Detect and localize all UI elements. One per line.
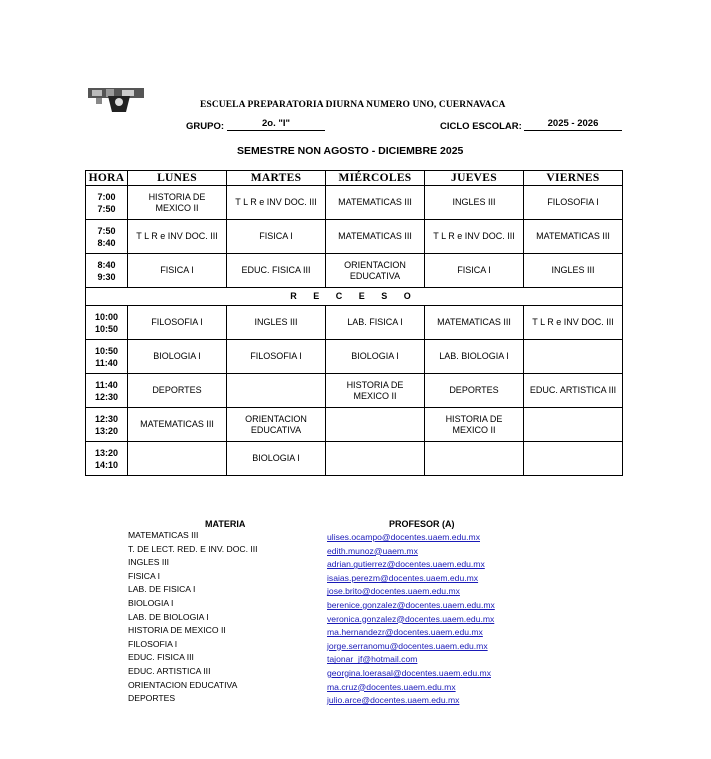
subject-name: FISICA I: [128, 570, 160, 581]
subject-name: LAB. DE BIOLOGIA I: [128, 611, 209, 622]
subject-name: FILOSOFIA I: [128, 638, 178, 649]
class-cell: [524, 408, 623, 442]
class-cell: FISICA I: [128, 254, 227, 288]
class-cell: [524, 442, 623, 476]
class-cell: LAB. FISICA I: [326, 306, 425, 340]
teacher-email-link[interactable]: veronica.gonzalez@docentes.uaem.edu.mx: [327, 613, 495, 624]
subject-name: INGLES III: [128, 557, 170, 568]
class-cell: EDUC. ARTISTICA III: [524, 374, 623, 408]
time-cell: [86, 254, 128, 288]
header-jueves: JUEVES: [425, 171, 524, 186]
class-cell: [128, 442, 227, 476]
teacher-email-link[interactable]: jose.brito@docentes.uaem.edu.mx: [327, 586, 460, 597]
time-end: 8:40: [97, 237, 116, 248]
class-cell: BIOLOGIA I: [227, 442, 326, 476]
class-cell: ORIENTACION EDUCATIVA: [227, 408, 326, 442]
class-cell: T L R e INV DOC. III: [425, 220, 524, 254]
time-start: 8:40: [97, 259, 116, 270]
subject-name: HISTORIA DE MEXICO II: [128, 625, 226, 636]
class-cell: HISTORIA DE MEXICO II: [128, 186, 227, 220]
class-cell: [326, 442, 425, 476]
class-cell: DEPORTES: [425, 374, 524, 408]
table-row: [86, 186, 623, 220]
time-start: 11:40: [95, 379, 118, 390]
time-start: 12:30: [94, 413, 119, 424]
table-row: [86, 408, 623, 442]
table-row: [86, 340, 623, 374]
class-cell: INGLES III: [524, 254, 623, 288]
teacher-email-link[interactable]: julio.arce@docentes.uaem.edu.mx: [327, 695, 460, 706]
subject-name: BIOLOGIA I: [128, 597, 174, 608]
schedule-table: [85, 170, 623, 476]
schedule-header-row: [86, 171, 623, 186]
table-row: [86, 442, 623, 476]
class-cell: MATEMATICAS III: [326, 220, 425, 254]
class-cell: ORIENTACION EDUCATIVA: [326, 254, 425, 288]
time-cell: [86, 340, 128, 374]
teacher-email-link[interactable]: isaias.perezm@docentes.uaem.edu.mx: [327, 572, 479, 583]
teacher-email-link[interactable]: ulises.ocampo@docentes.uaem.edu.mx: [327, 532, 480, 542]
class-cell: [326, 408, 425, 442]
school-logo: [86, 84, 150, 114]
class-cell: FILOSOFIA I: [227, 340, 326, 374]
time-start: 7:50: [97, 225, 116, 236]
class-cell: FILOSOFIA I: [524, 186, 623, 220]
class-cell: DEPORTES: [128, 374, 227, 408]
time-end: 13:20: [94, 425, 119, 436]
subject-name: LAB. DE FISICA I: [128, 584, 196, 595]
semester-title: SEMESTRE NON AGOSTO - DICIEMBRE 2025: [237, 145, 464, 157]
class-cell: EDUC. FISICA III: [227, 254, 326, 288]
ciclo-label: CICLO ESCOLAR:: [440, 121, 522, 132]
legend-profesor-header: PROFESOR (A): [389, 519, 455, 529]
class-cell: FISICA I: [425, 254, 524, 288]
time-cell: [86, 442, 128, 476]
class-cell: MATEMATICAS III: [128, 408, 227, 442]
time-end: 10:50: [94, 323, 119, 334]
class-cell: FISICA I: [227, 220, 326, 254]
teacher-email-link[interactable]: berenice.gonzalez@docentes.uaem.edu.mx: [327, 599, 495, 610]
time-cell: [86, 374, 128, 408]
time-end: 9:30: [97, 271, 116, 282]
class-cell: [227, 374, 326, 408]
subject-name: T. DE LECT. RED. E INV. DOC. III: [128, 543, 258, 554]
teacher-email-link[interactable]: edith.munoz@uaem.mx: [327, 545, 418, 556]
class-cell: HISTORIA DE MEXICO II: [425, 408, 524, 442]
time-end: 11:40: [95, 357, 118, 368]
time-cell: [86, 220, 128, 254]
time-cell: [86, 186, 128, 220]
school-name: ESCUELA PREPARATORIA DIURNA NUMERO UNO, CUERNAVACA: [200, 100, 506, 110]
class-cell: [524, 340, 623, 374]
grupo-value: 2o. "I": [227, 118, 325, 131]
class-cell: LAB. BIOLOGIA I: [425, 340, 524, 374]
ciclo-value: 2025 - 2026: [524, 118, 622, 131]
class-cell: T L R e INV DOC. III: [524, 306, 623, 340]
class-cell: T L R e INV DOC. III: [128, 220, 227, 254]
header-hora: HORA: [86, 171, 128, 186]
teacher-email-link[interactable]: jorge.serranomu@docentes.uaem.edu.mx: [327, 640, 488, 651]
legend-materia-header: MATERIA: [205, 519, 246, 529]
table-row: [86, 254, 623, 288]
teacher-email-link[interactable]: georgina.loerasal@docentes.uaem.edu.mx: [327, 667, 491, 678]
class-cell: MATEMATICAS III: [425, 306, 524, 340]
header-miercoles: MIÉRCOLES: [326, 171, 425, 186]
teacher-email-link[interactable]: tajonar_jf@hotmail.com: [327, 654, 418, 665]
grupo-label: GRUPO:: [186, 121, 224, 132]
class-cell: [425, 442, 524, 476]
header-martes: MARTES: [227, 171, 326, 186]
time-end: 12:30: [94, 391, 119, 402]
subject-name: EDUC. FISICA III: [128, 652, 194, 663]
class-cell: MATEMATICAS III: [326, 186, 425, 220]
time-start: 10:50: [94, 345, 119, 356]
teacher-email-link[interactable]: ma.cruz@docentes.uaem.edu.mx: [327, 681, 456, 692]
time-start: 10:00: [94, 311, 119, 322]
class-cell: BIOLOGIA I: [128, 340, 227, 374]
time-cell: [86, 408, 128, 442]
class-cell: HISTORIA DE MEXICO II: [326, 374, 425, 408]
time-start: 7:00: [97, 191, 116, 202]
class-cell: INGLES III: [425, 186, 524, 220]
teacher-email-link[interactable]: ma.hernandezr@docentes.uaem.edu.mx: [327, 627, 483, 638]
time-end: 7:50: [97, 203, 116, 214]
subject-name: MATEMATICAS III: [128, 530, 199, 540]
table-row: [86, 220, 623, 254]
time-start: 13:20: [94, 447, 119, 458]
header-lunes: LUNES: [128, 171, 227, 186]
header-viernes: VIERNES: [524, 171, 623, 186]
receso-label: R E C E S O: [86, 288, 623, 306]
class-cell: T L R e INV DOC. III: [227, 186, 326, 220]
teacher-email-link[interactable]: adrian.gutierrez@docentes.uaem.edu.mx: [327, 559, 485, 570]
subject-name: DEPORTES: [128, 693, 176, 704]
table-row: [86, 374, 623, 408]
class-cell: INGLES III: [227, 306, 326, 340]
class-cell: BIOLOGIA I: [326, 340, 425, 374]
subject-name: ORIENTACION EDUCATIVA: [128, 679, 238, 690]
time-end: 14:10: [94, 459, 119, 470]
class-cell: FILOSOFIA I: [128, 306, 227, 340]
time-cell: [86, 306, 128, 340]
subject-name: EDUC. ARTISTICA III: [128, 665, 211, 676]
receso-row: [86, 288, 623, 306]
class-cell: MATEMATICAS III: [524, 220, 623, 254]
table-row: [86, 306, 623, 340]
